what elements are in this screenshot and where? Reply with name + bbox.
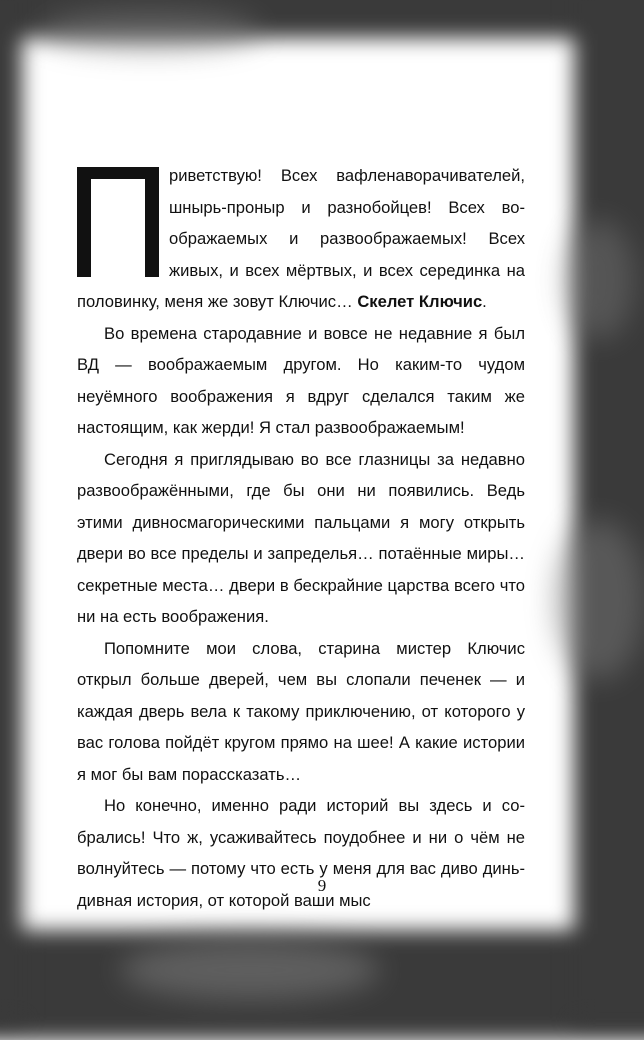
paragraph-2: Во времена стародавние и вовсе не недавние я был ВД — воображаемым другом. Но каким-то чудом неуёмного воображения я вдруг сделался таким же настоящим, как жерди! Я стал развоображаемым!: [77, 323, 525, 437]
body-text: [77, 160, 525, 916]
drop-cap: [77, 167, 159, 277]
paragraph-5: Но конечно, именно ради историй вы здесь и собрались! Что ж, усаживайтесь поудобнее и ни о чём не волнуйтесь — потому что есть у меня для вас диво динь-дивная история, от которой ваши мыс: [77, 796, 525, 910]
paragraph-1-end: .: [482, 292, 487, 311]
ink-smudge: [120, 940, 380, 1000]
paragraph-3: Сегодня я приглядываю во все глазницы за недавно развоображёнными, где бы они ни появились. Ведь этими дивносмагорическими пальцами я могу открыть двери во все пределы и запределья… потаённые миры… секретные места… двери в бескрайние царства всего что ни на есть воображения.: [77, 449, 525, 626]
page-number: 9: [317, 876, 327, 895]
paragraph-4: Попомните мои слова, старина мистер Ключис открыл больше дверей, чем вы слопали печенек — и каждая дверь вела к такому приключению, от которого у вас голова пойдёт кругом прямо на шее! А какие истории я мог бы вам порассказать…: [77, 638, 525, 784]
paragraph-1-text: риветствую! Всех вафленаворачивателей, шнырь-проныр и разнобойцев! Всех воображаемых и развоображаемых! Всех живых, и всех мёртвых, и всех серединка на половинку, меня же зовут Ключис…: [77, 166, 525, 311]
ink-smudge: [564, 220, 634, 340]
ink-smudge: [554, 520, 644, 680]
frame-bottom-edge: [0, 930, 644, 1040]
frame-left-edge: [0, 0, 22, 1020]
frame-top-edge: [0, 0, 644, 38]
ink-smudge: [40, 10, 260, 50]
character-name: Скелет Ключис: [357, 292, 483, 311]
frame-right-edge: [574, 0, 644, 1020]
paragraph-1: [77, 160, 525, 318]
